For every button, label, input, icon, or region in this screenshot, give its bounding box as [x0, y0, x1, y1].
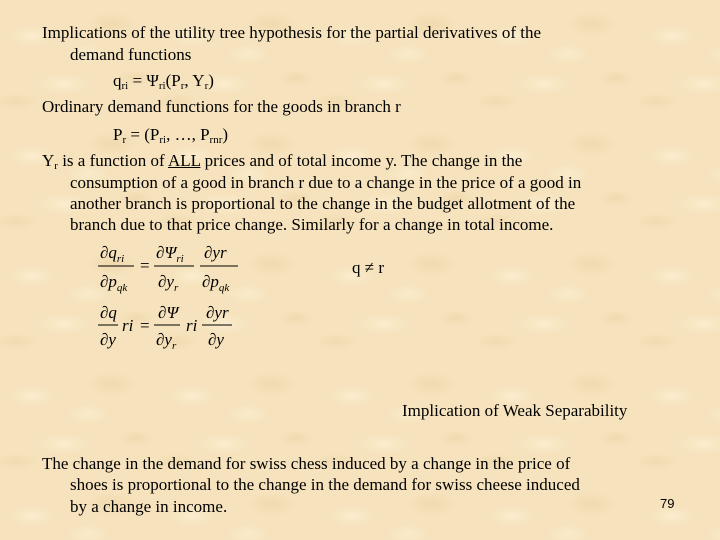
svg-text:=: =: [140, 256, 150, 275]
line-2: demand functions: [70, 45, 192, 64]
svg-text:∂yr: ∂yr: [204, 243, 227, 262]
condition-q-not-r: q ≠ r: [352, 258, 384, 277]
line-6: $Y_r$ is a function of ALL prices and of total income y. The change in the: [42, 151, 523, 172]
svg-text:∂pqk: $\partial p_{qk}$: [202, 272, 230, 294]
svg-text:=: =: [140, 316, 150, 335]
svg-text:∂Ψri: $\partial\Psi_{ri}$: [156, 243, 184, 265]
equation-price-derivative: [96, 240, 246, 303]
bottom-line-3: by a change in income.: [70, 497, 228, 516]
svg-text:ri: ri: [186, 316, 198, 335]
svg-text:∂y: ∂y: [208, 330, 224, 349]
svg-text:∂Ψ: ∂Ψ: [158, 303, 179, 322]
svg-text:∂yr: ∂yr: [206, 303, 229, 322]
line-4: Ordinary demand functions for the goods in branch r: [42, 97, 401, 116]
bottom-line-1: The change in the demand for swiss chess induced by a change in the price of: [42, 454, 571, 473]
slide-number: 79: [660, 496, 675, 511]
line-8: another branch is proportional to the change in the budget allotment of the: [70, 194, 576, 213]
demand-function-formula: $q_{ri} = \Psi_{ri}(P_r$, $Y_r$): [113, 71, 214, 92]
bottom-line-2: shoes is proportional to the change in the demand for swiss cheese induced: [70, 475, 580, 494]
svg-text:∂pqk: $\partial p_{qk}$: [100, 272, 128, 294]
equation-income-derivative: [96, 300, 246, 361]
svg-text:∂qri: $\partial q_{ri}$: [100, 243, 125, 265]
svg-text:∂yr: $\partial y_r$: [156, 330, 177, 352]
line-9: branch due to that price change. Similarly for a change in total income.: [70, 215, 554, 234]
weak-separability-title: Implication of Weak Separability: [402, 401, 628, 420]
svg-text:∂q: ∂q: [100, 303, 117, 322]
svg-text:∂yr: $\partial y_r$: [158, 272, 179, 294]
svg-text:ri: ri: [122, 316, 134, 335]
price-vector-formula: $P_r = (P_{ri}$, …, $P_{rnr}$): [113, 125, 229, 146]
line-1: Implications of the utility tree hypothesis for the partial derivatives of the: [42, 23, 542, 42]
line-7: consumption of a good in branch r due to a change in the price of a good in: [70, 173, 582, 192]
svg-text:∂y: ∂y: [100, 330, 116, 349]
